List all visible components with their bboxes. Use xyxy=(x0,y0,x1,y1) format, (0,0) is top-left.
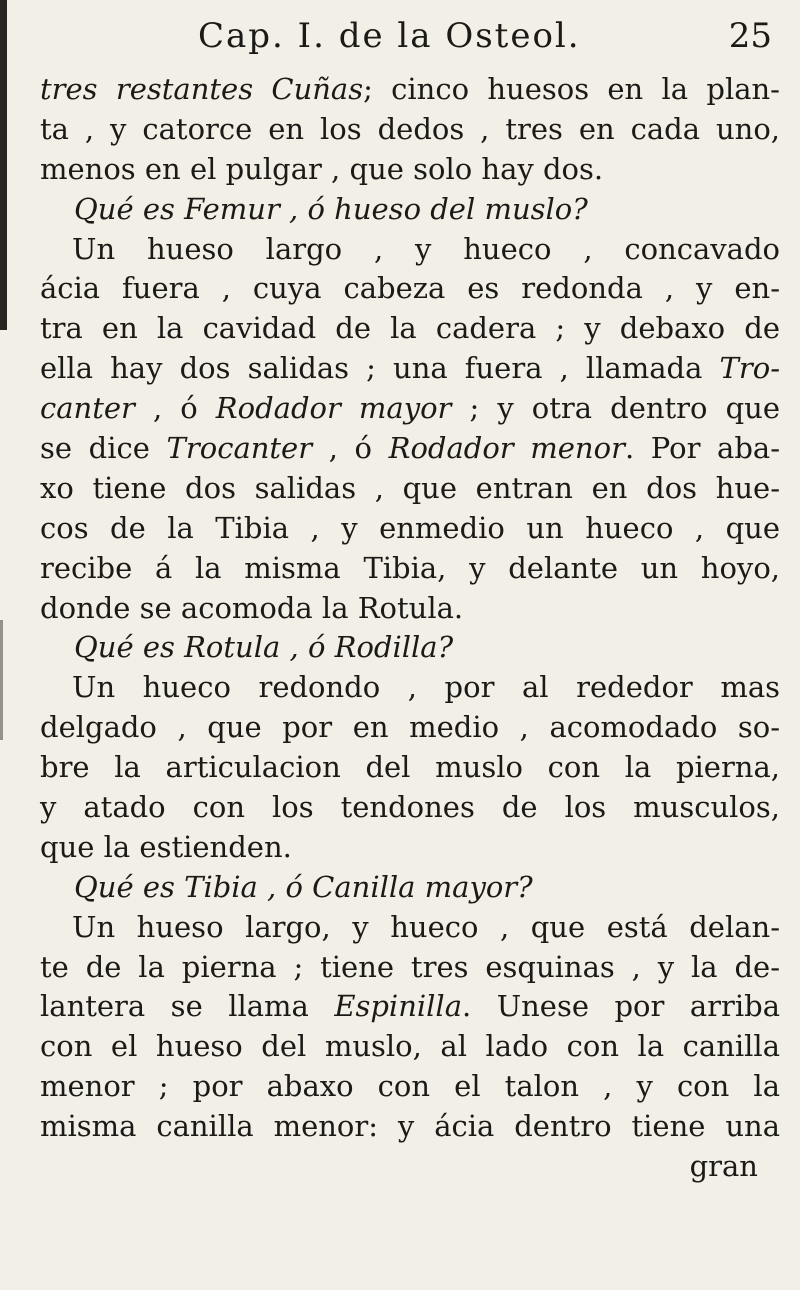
text-line xyxy=(40,269,780,309)
text-span: Un hueco redondo , por al rededor mas xyxy=(72,670,780,705)
body-text xyxy=(40,70,780,1187)
text-line xyxy=(40,828,780,868)
text-span: . Unese por arriba xyxy=(462,989,780,1024)
text-span: ella hay dos salidas ; una fuera , llamada xyxy=(40,351,720,386)
text-span: misma canilla menor: y ácia dentro tiene una xyxy=(40,1109,780,1144)
text-line xyxy=(40,748,780,788)
italic-span: canter xyxy=(40,391,135,426)
page-edge-shadow-lower xyxy=(0,620,3,740)
question-heading xyxy=(40,190,780,230)
catchword xyxy=(40,1147,780,1187)
italic-span: Rodador menor xyxy=(388,431,625,466)
text-line xyxy=(40,1067,780,1107)
text-line xyxy=(40,70,780,110)
text-span: . Por aba- xyxy=(624,431,780,466)
page-header xyxy=(0,14,800,74)
text-line xyxy=(40,309,780,349)
text-line xyxy=(40,788,780,828)
italic-span: Qué es Femur , ó hueso del muslo? xyxy=(74,191,588,226)
italic-span: Espinilla xyxy=(334,989,462,1024)
text-line xyxy=(40,389,780,429)
italic-span: Qué es Tibia , ó Canilla mayor? xyxy=(74,869,533,904)
text-span: cos de la Tibia , y enmedio un hueco , que xyxy=(40,510,780,545)
text-span: que la estienden. xyxy=(40,829,292,864)
text-line xyxy=(40,509,780,549)
text-line xyxy=(40,948,780,988)
running-title: Cap. I. de la Osteol. xyxy=(198,16,581,56)
text-span: Un hueso largo , y hueco , concavado xyxy=(72,231,780,266)
text-span: delgado , que por en medio , acomodado so- xyxy=(40,710,780,745)
text-line xyxy=(40,668,780,708)
text-line xyxy=(40,469,780,509)
text-span: lantera se llama xyxy=(40,989,335,1024)
text-span: gran xyxy=(689,1149,758,1184)
text-span: bre la articulacion del muslo con la pierna, xyxy=(40,750,780,785)
italic-span: Qué es Rotula , ó Rodilla? xyxy=(74,630,454,665)
text-span: ; cinco huesos en la plan- xyxy=(363,72,780,106)
text-line xyxy=(40,708,780,748)
text-line xyxy=(40,1107,780,1147)
text-line xyxy=(40,150,780,190)
text-span: ácia fuera , cuya cabeza es redonda , y en- xyxy=(40,271,780,306)
italic-span: Tro- xyxy=(719,351,780,386)
text-span: xo tiene dos salidas , que entran en dos hue- xyxy=(40,470,780,505)
text-span: , ó xyxy=(134,391,216,426)
text-line xyxy=(40,230,780,270)
text-line xyxy=(40,429,780,469)
text-span: se dice xyxy=(40,431,167,466)
text-line xyxy=(40,549,780,589)
text-span: tra en la cavidad de la cadera ; y debaxo de xyxy=(40,311,780,346)
text-line xyxy=(40,908,780,948)
text-span: recibe á la misma Tibia, y delante un hoyo, xyxy=(40,550,780,585)
text-span: te de la pierna ; tiene tres esquinas , y la de- xyxy=(40,949,780,984)
italic-span: Rodador mayor xyxy=(215,391,452,426)
text-line xyxy=(40,349,780,389)
text-span: , ó xyxy=(312,431,389,466)
question-heading xyxy=(40,868,780,908)
text-span: ; y otra dentro que xyxy=(451,391,780,426)
text-line xyxy=(40,1027,780,1067)
text-line xyxy=(40,110,780,150)
question-heading xyxy=(40,628,780,668)
text-line xyxy=(40,987,780,1027)
text-span: menor ; por abaxo con el talon , y con la xyxy=(40,1069,780,1104)
italic-span: Trocanter xyxy=(166,431,313,466)
text-span: Un hueso largo, y hueco , que está delan- xyxy=(72,909,780,944)
text-span: con el hueso del muslo, al lado con la canilla xyxy=(40,1029,780,1064)
text-line xyxy=(40,589,780,629)
text-span: donde se acomoda la Rotula. xyxy=(40,590,464,625)
page-number: 25 xyxy=(728,16,772,56)
text-span: ta , y catorce en los dedos , tres en cada uno, xyxy=(40,111,780,146)
italic-span: tres restantes Cuñas xyxy=(40,72,364,106)
text-span: y atado con los tendones de los musculos, xyxy=(40,790,780,825)
text-span: menos en el pulgar , que solo hay dos. xyxy=(40,151,604,186)
